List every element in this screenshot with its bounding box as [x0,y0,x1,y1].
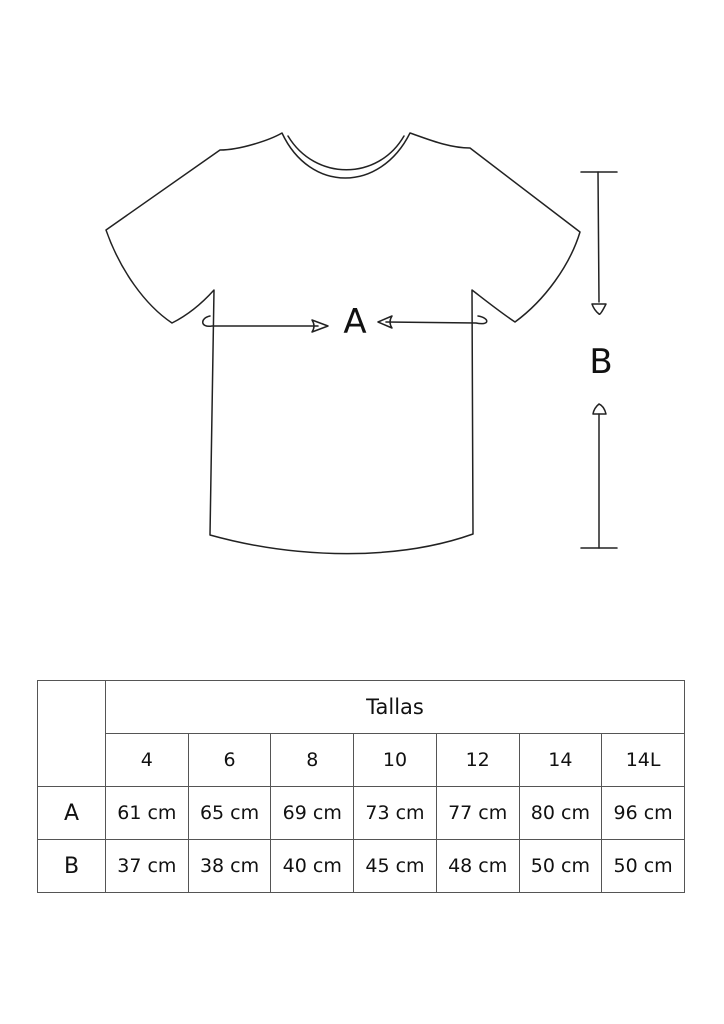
tshirt-outline [106,133,580,554]
size-table [37,680,685,893]
tshirt-collar [288,136,404,170]
measure-b-top-line [598,172,599,302]
table-cell: 40 cm [271,840,354,893]
table-cell: 48 cm [436,840,519,893]
size-header: 14 [519,734,602,787]
size-header: 14L [602,734,685,787]
measure-a-right-arrowhead [378,316,392,328]
size-header: 8 [271,734,354,787]
table-cell: 50 cm [602,840,685,893]
size-header: 6 [188,734,271,787]
table-title-row [38,681,685,734]
table-cell: 80 cm [519,787,602,840]
size-header-row [38,734,685,787]
table-cell: 69 cm [271,787,354,840]
table-row [38,787,685,840]
table-cell: 77 cm [436,787,519,840]
measure-b-label: B [589,342,613,382]
table-cell: 50 cm [519,840,602,893]
table-corner-cell [38,681,106,787]
table-cell: 65 cm [188,787,271,840]
measure-b-top-arrowhead [592,304,606,314]
table-cell: 38 cm [188,840,271,893]
table-title: Tallas [106,681,685,734]
size-header: 10 [354,734,437,787]
measure-b-bottom-arrowhead [593,404,606,414]
size-header: 12 [436,734,519,787]
table-cell: 37 cm [106,840,189,893]
table-cell: 96 cm [602,787,685,840]
table-cell: 73 cm [354,787,437,840]
measure-a-left-arrowhead [312,320,328,332]
size-header: 4 [106,734,189,787]
row-label: A [38,787,106,840]
table-row [38,840,685,893]
row-label: B [38,840,106,893]
measure-a-left-arrow [203,316,318,326]
table-cell: 45 cm [354,840,437,893]
measure-a-label: A [343,302,367,342]
table-cell: 61 cm [106,787,189,840]
